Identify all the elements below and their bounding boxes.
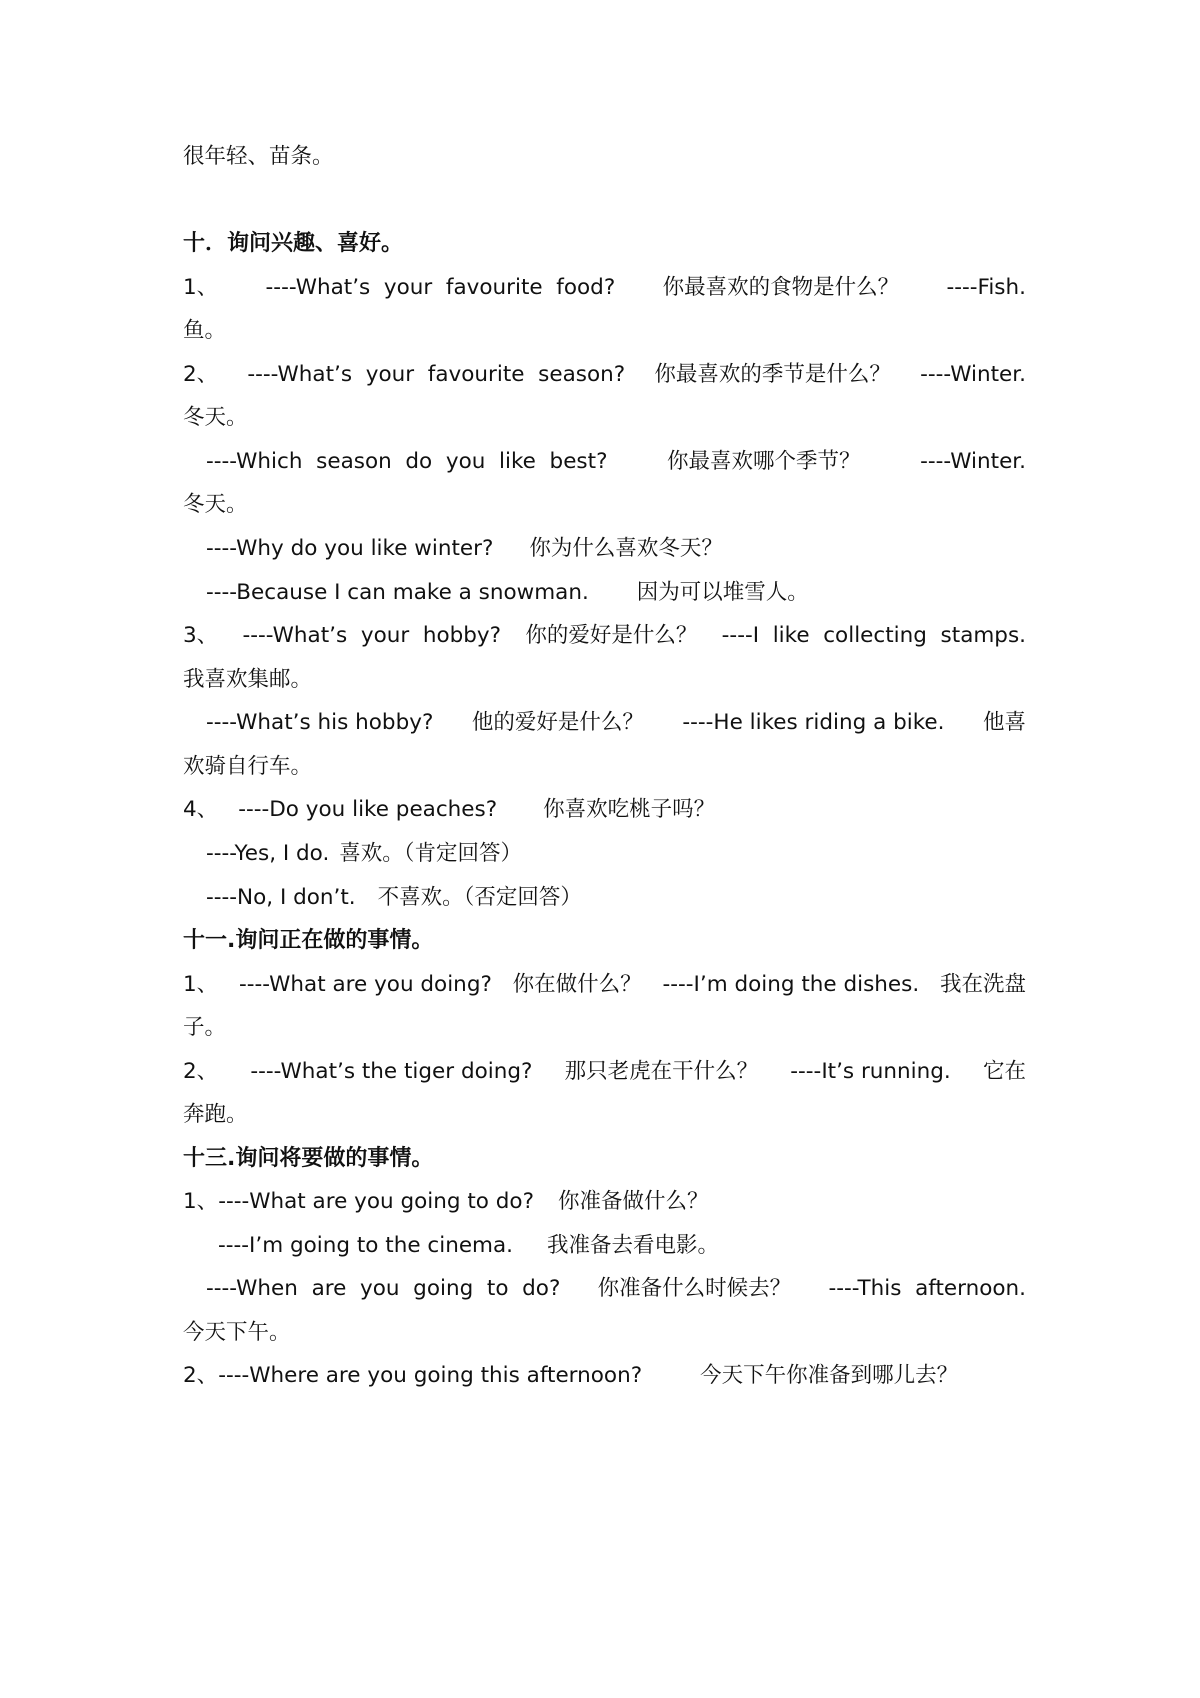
s10-item1-num: 1、: [183, 275, 219, 300]
s13-item1c-question: ----When are you going to do?: [206, 1276, 561, 1301]
s13-item1c-chinese: 你准备什么时候去？: [597, 1276, 792, 1301]
s13-item1c-line: [206, 1274, 1026, 1304]
s10-item2b-chinese: 你最喜欢哪个季节？: [667, 449, 861, 474]
s10-item2-answer: ----Winter.: [920, 362, 1026, 387]
s10-item3b-question: ----What’s his hobby?: [206, 710, 434, 735]
s13-item1b-line: [218, 1231, 1026, 1261]
s10-item2-wrap: 冬天。: [183, 405, 248, 430]
s11-item1-num: 1、: [183, 972, 219, 997]
s10-item1-answer: ----Fish.: [946, 275, 1026, 300]
s13-item1-question: ----What are you going to do?: [218, 1189, 535, 1214]
s11-item1-wrap: 子。: [183, 1015, 227, 1040]
s10-item2c-chinese: 你为什么喜欢冬天？: [529, 536, 723, 561]
section-13-title: 十三.询问将要做的事情。: [183, 1146, 434, 1171]
s10-item2b-question: ----Which season do you like best?: [206, 449, 608, 474]
s10-item4b-line: [206, 839, 1026, 869]
s11-item2-chinese-2: 它在: [982, 1059, 1026, 1084]
s10-item3-wrap: 我喜欢集邮。: [183, 667, 313, 692]
s10-item3b-chinese: 他的爱好是什么？: [471, 710, 644, 735]
s10-item4-question: ----Do you like peaches?: [238, 797, 498, 822]
s10-item4-num: 4、: [183, 797, 219, 822]
s10-item3-num: 3、: [183, 623, 219, 648]
section-11-title: 十一.询问正在做的事情。: [183, 928, 434, 953]
s13-item2-chinese: 今天下午你准备到哪儿去？: [700, 1363, 959, 1388]
s11-item2-wrap: 奔跑。: [183, 1102, 248, 1127]
s10-item3b-wrap: 欢骑自行车。: [183, 754, 313, 779]
s11-item1-line: [183, 970, 1026, 1000]
s10-item3-question: ----What’s your hobby?: [242, 623, 502, 648]
s13-item1b-question: ----I’m going to the cinema.: [218, 1233, 514, 1258]
s10-item2b-line: [206, 447, 1026, 477]
s10-item3b-chinese-2: 他喜: [982, 710, 1026, 735]
s10-item3-line: [183, 621, 1026, 651]
s11-item1-question: ----What are you doing?: [238, 972, 492, 997]
carry-over-line: 很年轻、苗条。: [183, 144, 334, 169]
s11-item2-line: [183, 1057, 1026, 1087]
s10-item3-chinese: 你的爱好是什么？: [525, 623, 698, 648]
s10-item2c-question: ----Why do you like winter?: [206, 536, 494, 561]
s11-item2-num: 2、: [183, 1059, 219, 1084]
s10-item4-line: [183, 795, 1026, 825]
s10-item4c-question: ----No, I don’t.: [206, 885, 356, 910]
s10-item2b-wrap: 冬天。: [183, 492, 248, 517]
s10-item4c-line: [206, 883, 1026, 913]
s13-item1-line: [183, 1187, 1026, 1217]
s10-item2-chinese: 你最喜欢的季节是什么？: [654, 362, 891, 387]
s11-item2-chinese: 那只老虎在干什么？: [564, 1059, 759, 1084]
s13-item2-line: [183, 1361, 1026, 1391]
s11-item1-chinese-2: 我在洗盘: [939, 972, 1026, 997]
s10-item4-chinese: 你喜欢吃桃子吗？: [543, 797, 716, 822]
s10-item2-question: ----What’s your favourite season?: [247, 362, 626, 387]
s10-item2d-line: [206, 578, 1026, 608]
s10-item2d-question: ----Because I can make a snowman.: [206, 580, 589, 605]
s13-item2-question: ----Where are you going this afternoon?: [218, 1363, 643, 1388]
s13-item1c-wrap: 今天下午。: [183, 1320, 291, 1345]
s10-item2d-chinese: 因为可以堆雪人。: [636, 580, 809, 605]
s10-item3b-line: [206, 708, 1026, 738]
s10-item1-line: [183, 273, 1026, 303]
s10-item1-question: ----What’s your favourite food?: [265, 275, 616, 300]
s10-item4b-question: ----Yes, I do.: [206, 841, 330, 866]
s10-item2b-answer: ----Winter.: [920, 449, 1026, 474]
s11-item2-answer: ----It’s running.: [790, 1059, 951, 1084]
s10-item4b-chinese: 喜欢。（肯定回答）: [339, 841, 523, 866]
s11-item1-answer: ----I’m doing the dishes.: [662, 972, 920, 997]
s10-item1-chinese: 你最喜欢的食物是什么？: [662, 275, 900, 300]
section-10-title: 十．询问兴趣、喜好。: [183, 231, 404, 256]
s10-item4c-chinese: 不喜欢。（否定回答）: [377, 885, 582, 910]
s11-item2-question: ----What’s the tiger doing?: [250, 1059, 533, 1084]
s13-item2-num: 2、: [183, 1363, 219, 1388]
s10-item2-num: 2、: [183, 362, 219, 387]
s13-item1-chinese: 你准备做什么？: [558, 1189, 709, 1214]
s10-item1-wrap: 鱼。: [183, 318, 227, 343]
s10-item2-line: [183, 360, 1026, 390]
s13-item1c-answer: ----This afternoon.: [828, 1276, 1026, 1301]
s10-item3b-answer: ----He likes riding a bike.: [682, 710, 945, 735]
s13-item1-num: 1、: [183, 1189, 219, 1214]
s10-item3-answer: ----I like collecting stamps.: [721, 623, 1026, 648]
s11-item1-chinese: 你在做什么？: [512, 972, 642, 997]
s13-item1b-chinese: 我准备去看电影。: [547, 1233, 720, 1258]
s10-item2c-line: [206, 534, 1026, 564]
